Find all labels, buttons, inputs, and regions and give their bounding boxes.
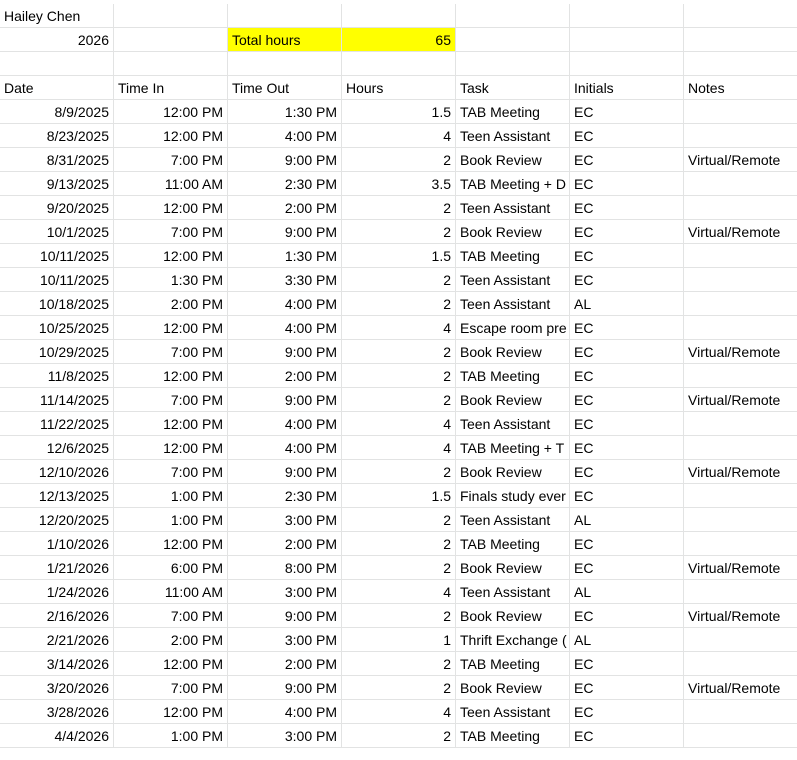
notes-cell[interactable] [684, 700, 797, 724]
task-cell[interactable]: Teen Assistant [456, 292, 570, 316]
notes-cell[interactable]: Virtual/Remote [684, 220, 797, 244]
date-cell[interactable]: 10/29/2025 [0, 340, 114, 364]
initials-cell[interactable]: EC [570, 724, 684, 748]
time-in-cell[interactable]: 12:00 PM [114, 532, 228, 556]
date-cell[interactable]: 2/21/2026 [0, 628, 114, 652]
task-cell[interactable]: Book Review [456, 220, 570, 244]
hours-cell[interactable]: 4 [342, 124, 456, 148]
hours-cell[interactable]: 2 [342, 676, 456, 700]
initials-cell[interactable]: EC [570, 388, 684, 412]
time-in-cell[interactable]: 12:00 PM [114, 412, 228, 436]
time-out-cell[interactable]: 9:00 PM [228, 604, 342, 628]
header-notes[interactable]: Notes [684, 76, 797, 100]
date-cell[interactable]: 11/8/2025 [0, 364, 114, 388]
table-row [0, 148, 797, 172]
hours-cell[interactable]: 2 [342, 220, 456, 244]
task-cell[interactable]: Escape room pre [456, 316, 570, 340]
table-row [0, 100, 797, 124]
notes-cell[interactable] [684, 244, 797, 268]
notes-cell[interactable] [684, 532, 797, 556]
notes-cell[interactable] [684, 268, 797, 292]
date-cell[interactable]: 10/11/2025 [0, 244, 114, 268]
time-in-cell[interactable]: 7:00 PM [114, 148, 228, 172]
task-cell[interactable]: Teen Assistant [456, 412, 570, 436]
time-in-cell[interactable]: 1:00 PM [114, 484, 228, 508]
time-in-cell[interactable]: 12:00 PM [114, 364, 228, 388]
task-cell[interactable]: Teen Assistant [456, 508, 570, 532]
time-out-cell[interactable]: 1:30 PM [228, 100, 342, 124]
initials-cell[interactable]: EC [570, 148, 684, 172]
time-in-cell[interactable]: 1:00 PM [114, 724, 228, 748]
hours-cell[interactable]: 2 [342, 340, 456, 364]
empty-cell[interactable] [114, 4, 228, 28]
date-cell[interactable]: 10/1/2025 [0, 220, 114, 244]
time-out-cell[interactable]: 2:30 PM [228, 172, 342, 196]
hours-cell[interactable]: 4 [342, 316, 456, 340]
notes-cell[interactable]: Virtual/Remote [684, 556, 797, 580]
empty-cell[interactable] [114, 52, 228, 76]
date-cell[interactable]: 8/9/2025 [0, 100, 114, 124]
table-row [0, 316, 797, 340]
table-row [0, 388, 797, 412]
time-out-cell[interactable]: 3:30 PM [228, 268, 342, 292]
time-in-cell[interactable]: 7:00 PM [114, 604, 228, 628]
task-cell[interactable]: Book Review [456, 340, 570, 364]
table-row [0, 340, 797, 364]
notes-cell[interactable] [684, 412, 797, 436]
initials-cell[interactable]: EC [570, 244, 684, 268]
task-cell[interactable]: TAB Meeting [456, 244, 570, 268]
notes-cell[interactable] [684, 580, 797, 604]
header-time-out[interactable]: Time Out [228, 76, 342, 100]
task-cell[interactable]: Book Review [456, 556, 570, 580]
time-in-cell[interactable]: 11:00 AM [114, 172, 228, 196]
initials-cell[interactable]: AL [570, 292, 684, 316]
initials-cell[interactable]: EC [570, 100, 684, 124]
empty-cell[interactable] [228, 4, 342, 28]
time-in-cell[interactable]: 1:00 PM [114, 508, 228, 532]
time-out-cell[interactable]: 4:00 PM [228, 316, 342, 340]
notes-cell[interactable] [684, 724, 797, 748]
total-hours-label-cell[interactable]: Total hours [228, 28, 342, 52]
time-out-cell[interactable]: 3:00 PM [228, 580, 342, 604]
time-out-cell[interactable]: 9:00 PM [228, 340, 342, 364]
notes-cell[interactable] [684, 652, 797, 676]
task-cell[interactable]: TAB Meeting [456, 364, 570, 388]
date-cell[interactable]: 11/14/2025 [0, 388, 114, 412]
header-time-in[interactable]: Time In [114, 76, 228, 100]
date-cell[interactable]: 2/16/2026 [0, 604, 114, 628]
initials-cell[interactable]: EC [570, 460, 684, 484]
table-row [0, 556, 797, 580]
initials-cell[interactable]: EC [570, 604, 684, 628]
task-cell[interactable]: Book Review [456, 460, 570, 484]
task-cell[interactable]: Finals study ever [456, 484, 570, 508]
initials-cell[interactable]: AL [570, 628, 684, 652]
notes-cell[interactable]: Virtual/Remote [684, 460, 797, 484]
hours-cell[interactable]: 2 [342, 268, 456, 292]
initials-cell[interactable]: EC [570, 268, 684, 292]
date-cell[interactable]: 8/23/2025 [0, 124, 114, 148]
empty-cell[interactable] [114, 28, 228, 52]
notes-cell[interactable] [684, 316, 797, 340]
hours-cell[interactable]: 2 [342, 388, 456, 412]
empty-cell[interactable] [570, 4, 684, 28]
empty-cell[interactable] [0, 52, 114, 76]
notes-cell[interactable] [684, 508, 797, 532]
time-out-cell[interactable]: 9:00 PM [228, 460, 342, 484]
time-in-cell[interactable]: 7:00 PM [114, 340, 228, 364]
time-out-cell[interactable]: 2:00 PM [228, 364, 342, 388]
notes-cell[interactable]: Virtual/Remote [684, 388, 797, 412]
initials-cell[interactable]: EC [570, 340, 684, 364]
date-cell[interactable]: 12/10/2026 [0, 460, 114, 484]
time-in-cell[interactable]: 11:00 AM [114, 580, 228, 604]
table-row [0, 724, 797, 748]
info-row-name [0, 4, 797, 28]
table-row [0, 220, 797, 244]
initials-cell[interactable]: EC [570, 316, 684, 340]
task-cell[interactable]: Teen Assistant [456, 580, 570, 604]
notes-cell[interactable] [684, 484, 797, 508]
date-cell[interactable]: 10/18/2025 [0, 292, 114, 316]
time-in-cell[interactable]: 12:00 PM [114, 652, 228, 676]
empty-cell[interactable] [684, 28, 797, 52]
time-out-cell[interactable]: 3:00 PM [228, 724, 342, 748]
empty-cell[interactable] [456, 4, 570, 28]
time-out-cell[interactable]: 3:00 PM [228, 508, 342, 532]
time-out-cell[interactable]: 9:00 PM [228, 388, 342, 412]
empty-cell[interactable] [684, 52, 797, 76]
table-row [0, 604, 797, 628]
time-in-cell[interactable]: 6:00 PM [114, 556, 228, 580]
date-cell[interactable]: 4/4/2026 [0, 724, 114, 748]
task-cell[interactable]: Teen Assistant [456, 196, 570, 220]
info-row-total [0, 28, 797, 52]
table-row [0, 196, 797, 220]
initials-cell[interactable]: EC [570, 700, 684, 724]
hours-cell[interactable]: 2 [342, 148, 456, 172]
task-cell[interactable]: TAB Meeting [456, 532, 570, 556]
task-cell[interactable]: Book Review [456, 388, 570, 412]
notes-cell[interactable]: Virtual/Remote [684, 148, 797, 172]
table-row [0, 580, 797, 604]
hours-cell[interactable]: 2 [342, 652, 456, 676]
initials-cell[interactable]: EC [570, 532, 684, 556]
date-cell[interactable]: 9/13/2025 [0, 172, 114, 196]
hours-cell[interactable]: 4 [342, 436, 456, 460]
time-out-cell[interactable]: 4:00 PM [228, 124, 342, 148]
notes-cell[interactable] [684, 196, 797, 220]
time-in-cell[interactable]: 12:00 PM [114, 100, 228, 124]
initials-cell[interactable]: EC [570, 436, 684, 460]
time-in-cell[interactable]: 7:00 PM [114, 388, 228, 412]
date-cell[interactable]: 3/14/2026 [0, 652, 114, 676]
hours-cell[interactable]: 1 [342, 628, 456, 652]
table-row [0, 652, 797, 676]
initials-cell[interactable]: EC [570, 652, 684, 676]
time-in-cell[interactable]: 2:00 PM [114, 628, 228, 652]
task-cell[interactable]: Teen Assistant [456, 124, 570, 148]
table-row [0, 484, 797, 508]
date-cell[interactable]: 12/6/2025 [0, 436, 114, 460]
hours-cell[interactable]: 4 [342, 580, 456, 604]
task-cell[interactable]: TAB Meeting [456, 100, 570, 124]
notes-cell[interactable] [684, 292, 797, 316]
hours-cell[interactable]: 2 [342, 724, 456, 748]
task-cell[interactable]: TAB Meeting + T [456, 436, 570, 460]
time-in-cell[interactable]: 12:00 PM [114, 700, 228, 724]
hours-cell[interactable]: 2 [342, 196, 456, 220]
notes-cell[interactable] [684, 364, 797, 388]
table-row [0, 268, 797, 292]
time-out-cell[interactable]: 9:00 PM [228, 220, 342, 244]
header-row [0, 76, 797, 100]
table-row [0, 244, 797, 268]
hours-cell[interactable]: 1.5 [342, 484, 456, 508]
time-out-cell[interactable]: 2:00 PM [228, 652, 342, 676]
time-in-cell[interactable]: 12:00 PM [114, 316, 228, 340]
date-cell[interactable]: 3/20/2026 [0, 676, 114, 700]
initials-cell[interactable]: EC [570, 676, 684, 700]
task-cell[interactable]: TAB Meeting [456, 652, 570, 676]
table-row [0, 676, 797, 700]
initials-cell[interactable]: EC [570, 172, 684, 196]
date-cell[interactable]: 12/20/2025 [0, 508, 114, 532]
task-cell[interactable]: Thrift Exchange ( [456, 628, 570, 652]
hours-cell[interactable]: 4 [342, 700, 456, 724]
time-out-cell[interactable]: 4:00 PM [228, 436, 342, 460]
date-cell[interactable]: 12/13/2025 [0, 484, 114, 508]
task-cell[interactable]: Book Review [456, 604, 570, 628]
initials-cell[interactable]: EC [570, 412, 684, 436]
notes-cell[interactable]: Virtual/Remote [684, 604, 797, 628]
notes-cell[interactable] [684, 172, 797, 196]
initials-cell[interactable]: EC [570, 364, 684, 388]
table-row [0, 292, 797, 316]
hours-cell[interactable]: 2 [342, 604, 456, 628]
total-hours-value-cell[interactable]: 65 [342, 28, 456, 52]
year-cell[interactable]: 2026 [0, 28, 114, 52]
hours-cell[interactable]: 2 [342, 556, 456, 580]
table-row [0, 172, 797, 196]
table-row [0, 460, 797, 484]
time-out-cell[interactable]: 8:00 PM [228, 556, 342, 580]
table-row [0, 628, 797, 652]
table-row [0, 124, 797, 148]
time-in-cell[interactable]: 12:00 PM [114, 436, 228, 460]
table-row [0, 412, 797, 436]
table-row [0, 436, 797, 460]
table-row [0, 700, 797, 724]
notes-cell[interactable] [684, 100, 797, 124]
empty-cell[interactable] [228, 52, 342, 76]
time-out-cell[interactable]: 2:30 PM [228, 484, 342, 508]
date-cell[interactable]: 3/28/2026 [0, 700, 114, 724]
task-cell[interactable]: TAB Meeting + D [456, 172, 570, 196]
task-cell[interactable]: Teen Assistant [456, 268, 570, 292]
time-in-cell[interactable]: 7:00 PM [114, 220, 228, 244]
task-cell[interactable]: Book Review [456, 676, 570, 700]
date-cell[interactable]: 1/10/2026 [0, 532, 114, 556]
hours-cell[interactable]: 1.5 [342, 100, 456, 124]
time-in-cell[interactable]: 12:00 PM [114, 124, 228, 148]
hours-cell[interactable]: 2 [342, 364, 456, 388]
empty-cell[interactable] [684, 4, 797, 28]
task-cell[interactable]: TAB Meeting [456, 724, 570, 748]
time-in-cell[interactable]: 2:00 PM [114, 292, 228, 316]
hours-cell[interactable]: 2 [342, 508, 456, 532]
hours-cell[interactable]: 2 [342, 532, 456, 556]
hours-cell[interactable]: 4 [342, 412, 456, 436]
time-out-cell[interactable]: 2:00 PM [228, 196, 342, 220]
time-in-cell[interactable]: 1:30 PM [114, 268, 228, 292]
empty-cell[interactable] [456, 52, 570, 76]
initials-cell[interactable]: EC [570, 556, 684, 580]
notes-cell[interactable] [684, 628, 797, 652]
date-cell[interactable]: 1/21/2026 [0, 556, 114, 580]
header-date[interactable]: Date [0, 76, 114, 100]
table-row [0, 364, 797, 388]
hours-cell[interactable]: 2 [342, 460, 456, 484]
initials-cell[interactable]: EC [570, 196, 684, 220]
empty-cell[interactable] [342, 4, 456, 28]
empty-cell[interactable] [456, 28, 570, 52]
table-row [0, 508, 797, 532]
header-initials[interactable]: Initials [570, 76, 684, 100]
time-in-cell[interactable]: 12:00 PM [114, 196, 228, 220]
time-out-cell[interactable]: 4:00 PM [228, 292, 342, 316]
initials-cell[interactable]: EC [570, 484, 684, 508]
time-in-cell[interactable]: 7:00 PM [114, 460, 228, 484]
time-out-cell[interactable]: 2:00 PM [228, 532, 342, 556]
empty-cell[interactable] [570, 28, 684, 52]
time-out-cell[interactable]: 1:30 PM [228, 244, 342, 268]
notes-cell[interactable] [684, 436, 797, 460]
hours-cell[interactable]: 2 [342, 292, 456, 316]
name-cell[interactable]: Hailey Chen [0, 4, 114, 28]
date-cell[interactable]: 8/31/2025 [0, 148, 114, 172]
initials-cell[interactable]: AL [570, 580, 684, 604]
task-cell[interactable]: Teen Assistant [456, 700, 570, 724]
empty-cell[interactable] [570, 52, 684, 76]
time-in-cell[interactable]: 7:00 PM [114, 676, 228, 700]
initials-cell[interactable]: AL [570, 508, 684, 532]
notes-cell[interactable]: Virtual/Remote [684, 676, 797, 700]
header-hours[interactable]: Hours [342, 76, 456, 100]
date-cell[interactable]: 1/24/2026 [0, 580, 114, 604]
time-out-cell[interactable]: 3:00 PM [228, 628, 342, 652]
hours-cell[interactable]: 1.5 [342, 244, 456, 268]
hours-cell[interactable]: 3.5 [342, 172, 456, 196]
time-out-cell[interactable]: 4:00 PM [228, 412, 342, 436]
date-cell[interactable]: 9/20/2025 [0, 196, 114, 220]
time-in-cell[interactable]: 12:00 PM [114, 244, 228, 268]
blank-row [0, 52, 797, 76]
notes-cell[interactable]: Virtual/Remote [684, 340, 797, 364]
time-out-cell[interactable]: 4:00 PM [228, 700, 342, 724]
time-out-cell[interactable]: 9:00 PM [228, 676, 342, 700]
date-cell[interactable]: 11/22/2025 [0, 412, 114, 436]
time-out-cell[interactable]: 9:00 PM [228, 148, 342, 172]
initials-cell[interactable]: EC [570, 124, 684, 148]
header-task[interactable]: Task [456, 76, 570, 100]
notes-cell[interactable] [684, 124, 797, 148]
date-cell[interactable]: 10/11/2025 [0, 268, 114, 292]
task-cell[interactable]: Book Review [456, 148, 570, 172]
initials-cell[interactable]: EC [570, 220, 684, 244]
date-cell[interactable]: 10/25/2025 [0, 316, 114, 340]
empty-cell[interactable] [342, 52, 456, 76]
table-row [0, 532, 797, 556]
